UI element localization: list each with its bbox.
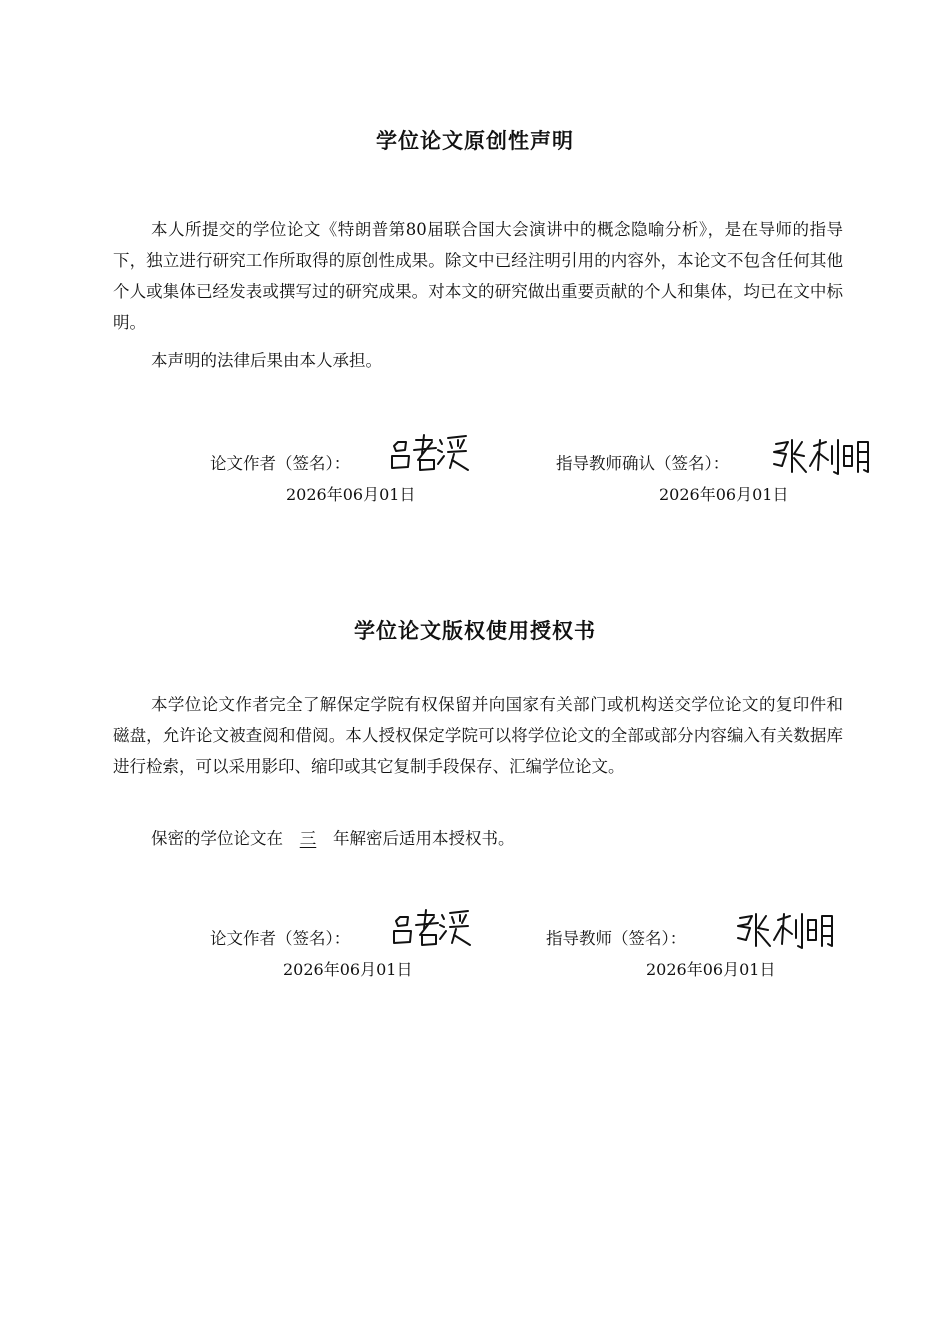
declaration-author-label: 论文作者（签名）： bbox=[210, 454, 351, 473]
author-signature-image bbox=[388, 432, 472, 474]
authorization-author-label: 论文作者（签名）： bbox=[210, 929, 351, 948]
secrecy-prefix: 保密的学位论文在 bbox=[151, 829, 283, 848]
declaration-legal-note: 本声明的法律后果由本人承担。 bbox=[151, 351, 382, 370]
declaration-supervisor-signature bbox=[770, 436, 874, 478]
supervisor-signature-image bbox=[770, 436, 874, 478]
secrecy-line bbox=[113, 823, 843, 854]
authorization-paragraph: 本学位论文作者完全了解保定学院有权保留并向国家有关部门或机构送交学位论文的复印件和磁盘，允许论文被查阅和借阅。本人授权保定学院可以将学位论文的全部或部分内容编入有关数据库进行检索，可以采用影印、缩印或其它复制手段保存、汇编学位论文。 bbox=[113, 695, 843, 776]
secrecy-years: 三 bbox=[299, 829, 317, 848]
declaration-title: 学位论文原创性声明 bbox=[376, 129, 574, 153]
declaration-author-date: 2026年06月01日 bbox=[286, 485, 416, 504]
declaration-author-signature bbox=[388, 432, 472, 474]
author-signature-image-2 bbox=[390, 907, 474, 949]
declaration-paragraph: 本人所提交的学位论文《特朗普第80届联合国大会演讲中的概念隐喻分析》，是在导师的指导下，独立进行研究工作所取得的原创性成果。除文中已经注明引用的内容外，本论文不包含任何其他个人或集体已经发表或撰写过的研究成果。对本文的研究做出重要贡献的个人和集体，均已在文中标明。 bbox=[113, 220, 843, 332]
declaration-supervisor-label: 指导教师确认（签名）： bbox=[556, 454, 730, 473]
authorization-supervisor-label: 指导教师（签名）： bbox=[546, 929, 687, 948]
supervisor-signature-image-2 bbox=[734, 910, 838, 952]
authorization-supervisor-signature bbox=[734, 910, 838, 952]
secrecy-suffix: 年解密后适用本授权书。 bbox=[333, 829, 515, 848]
declaration-supervisor-date: 2026年06月01日 bbox=[659, 485, 789, 504]
authorization-author-date: 2026年06月01日 bbox=[283, 960, 413, 979]
authorization-supervisor-date: 2026年06月01日 bbox=[646, 960, 776, 979]
authorization-title: 学位论文版权使用授权书 bbox=[354, 619, 596, 643]
authorization-author-signature bbox=[390, 907, 474, 949]
